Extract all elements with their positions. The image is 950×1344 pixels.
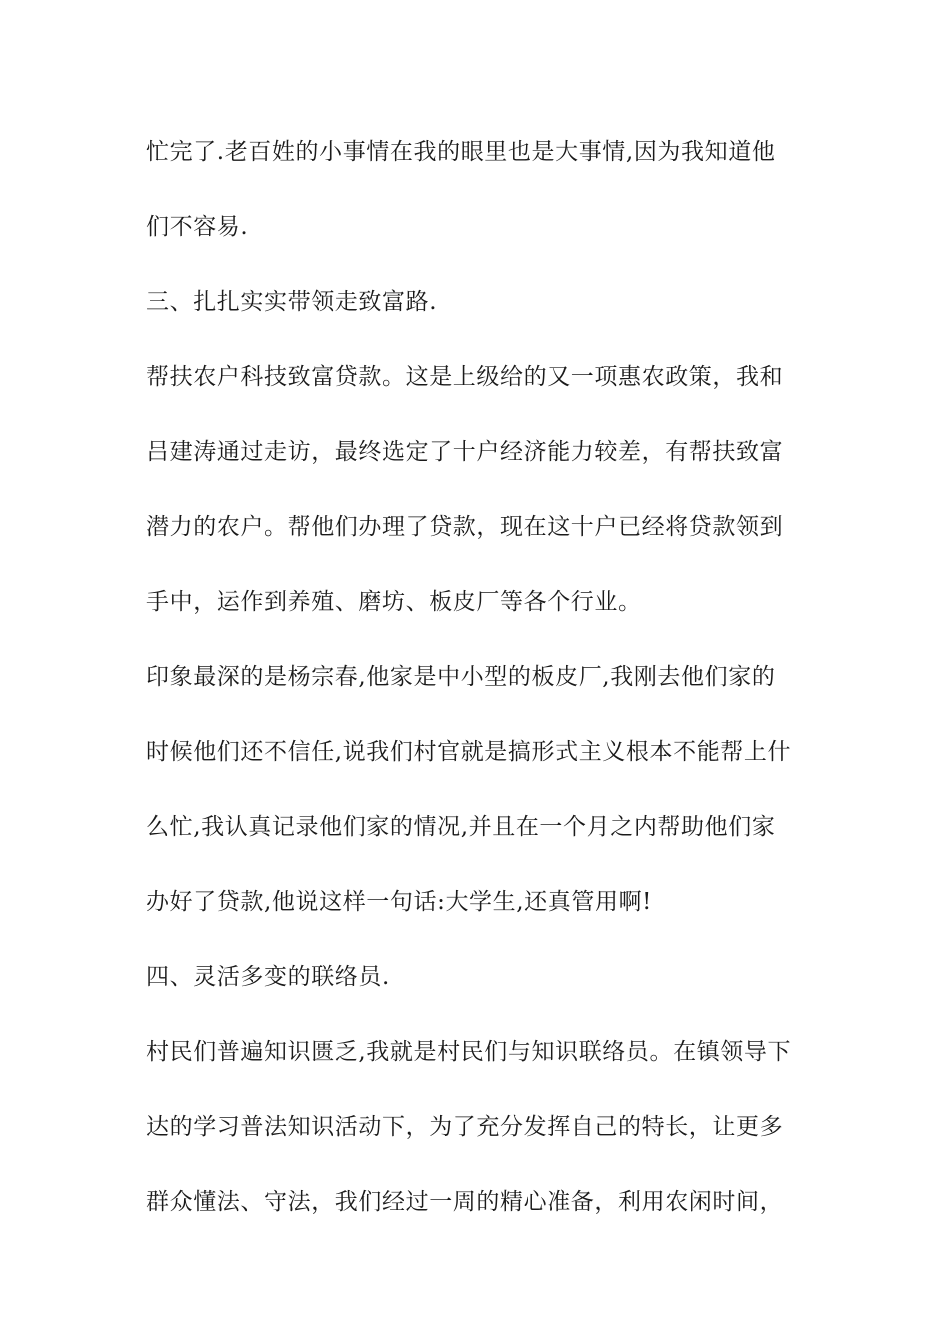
text-line: 们不容易. <box>146 214 249 240</box>
text-line: 办好了贷款,他说这样一句话:大学生,还真管用啊! <box>146 889 653 915</box>
text-line: 么忙,我认真记录他们家的情况,并且在一个月之内帮助他们家 <box>146 814 776 840</box>
text-line: 忙完了.老百姓的小事情在我的眼里也是大事情,因为我知道他 <box>146 139 776 165</box>
body-text <box>146 127 810 1252</box>
text-line: 达的学习普法知识活动下，为了充分发挥自己的特长，让更多 <box>146 1114 784 1140</box>
section-heading: 四、灵活多变的联络员. <box>146 964 390 990</box>
text-line: 村民们普遍知识匮乏,我就是村民们与知识联络员。在镇领导下 <box>146 1039 792 1065</box>
text-line: 吕建涛通过走访，最终选定了十户经济能力较差，有帮扶致富 <box>146 439 784 465</box>
text-line: 印象最深的是杨宗春,他家是中小型的板皮厂,我刚去他们家的 <box>146 664 776 690</box>
text-line: 潜力的农户。帮他们办理了贷款，现在这十户已经将贷款领到 <box>146 514 784 540</box>
text-line: 帮扶农户科技致富贷款。这是上级给的又一项惠农政策，我和 <box>146 364 784 390</box>
text-line: 群众懂法、守法，我们经过一周的精心准备，利用农闲时间， <box>146 1189 784 1215</box>
text-line: 手中，运作到养殖、磨坊、板皮厂等各个行业。 <box>146 589 642 615</box>
section-heading: 三、扎扎实实带领走致富路. <box>146 289 438 315</box>
text-line: 时候他们还不信任,说我们村官就是搞形式主义根本不能帮上什 <box>146 739 792 765</box>
